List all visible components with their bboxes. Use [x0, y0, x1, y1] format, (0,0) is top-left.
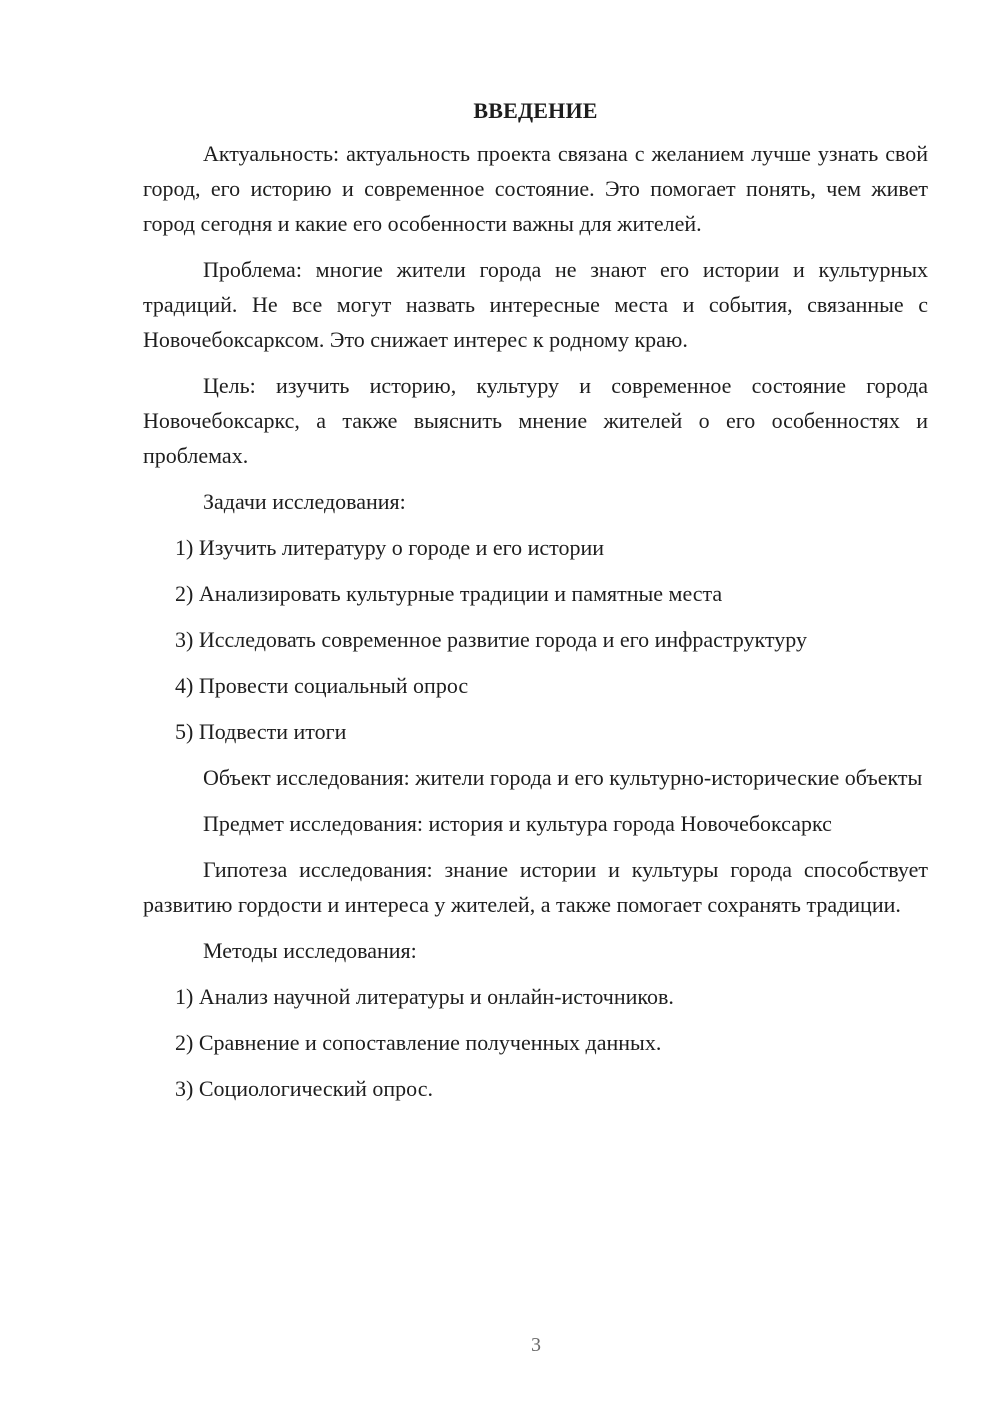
methods-title: Методы исследования:: [203, 938, 417, 963]
hypothesis-paragraph: Гипотеза исследования: знание истории и культуры города способствует развитию гордости и интереса у жителей, а также помогает сохранять традиции.: [143, 857, 928, 917]
tasks-title: Задачи исследования:: [203, 489, 406, 514]
task-item: 3) Исследовать современное развитие города и его инфраструктуру: [175, 627, 807, 652]
method-item: 1) Анализ научной литературы и онлайн-источников.: [175, 984, 674, 1009]
document-page: [143, 96, 928, 1117]
goal-paragraph: Цель: изучить историю, культуру и современное состояние города Новочебоксаркс, а также выяснить мнение жителей о его особенностях и проблемах.: [143, 373, 928, 468]
object-paragraph: Объект исследования: жители города и его культурно-исторические объекты: [203, 765, 923, 790]
problem-paragraph: Проблема: многие жители города не знают его истории и культурных традиций. Не все могут назвать интересные места и события, связанные с Новочебоксарксом. Это снижает интерес к родному краю.: [143, 257, 928, 352]
task-item: 5) Подвести итоги: [175, 719, 347, 744]
section-heading: ВВЕДЕНИЕ: [473, 98, 598, 123]
task-item: 2) Анализировать культурные традиции и памятные места: [175, 581, 723, 606]
relevance-paragraph: Актуальность: актуальность проекта связана с желанием лучше узнать свой город, его историю и современное состояние. Это помогает понять, чем живет город сегодня и какие его особенности важны для жителей.: [143, 141, 928, 236]
method-item: 2) Сравнение и сопоставление полученных данных.: [175, 1030, 662, 1055]
page-number: 3: [531, 1334, 541, 1356]
task-item: 4) Провести социальный опрос: [175, 673, 469, 698]
task-item: 1) Изучить литературу о городе и его истории: [175, 535, 605, 560]
subject-paragraph: Предмет исследования: история и культура города Новочебоксаркс: [203, 811, 832, 836]
method-item: 3) Социологический опрос.: [175, 1076, 433, 1101]
